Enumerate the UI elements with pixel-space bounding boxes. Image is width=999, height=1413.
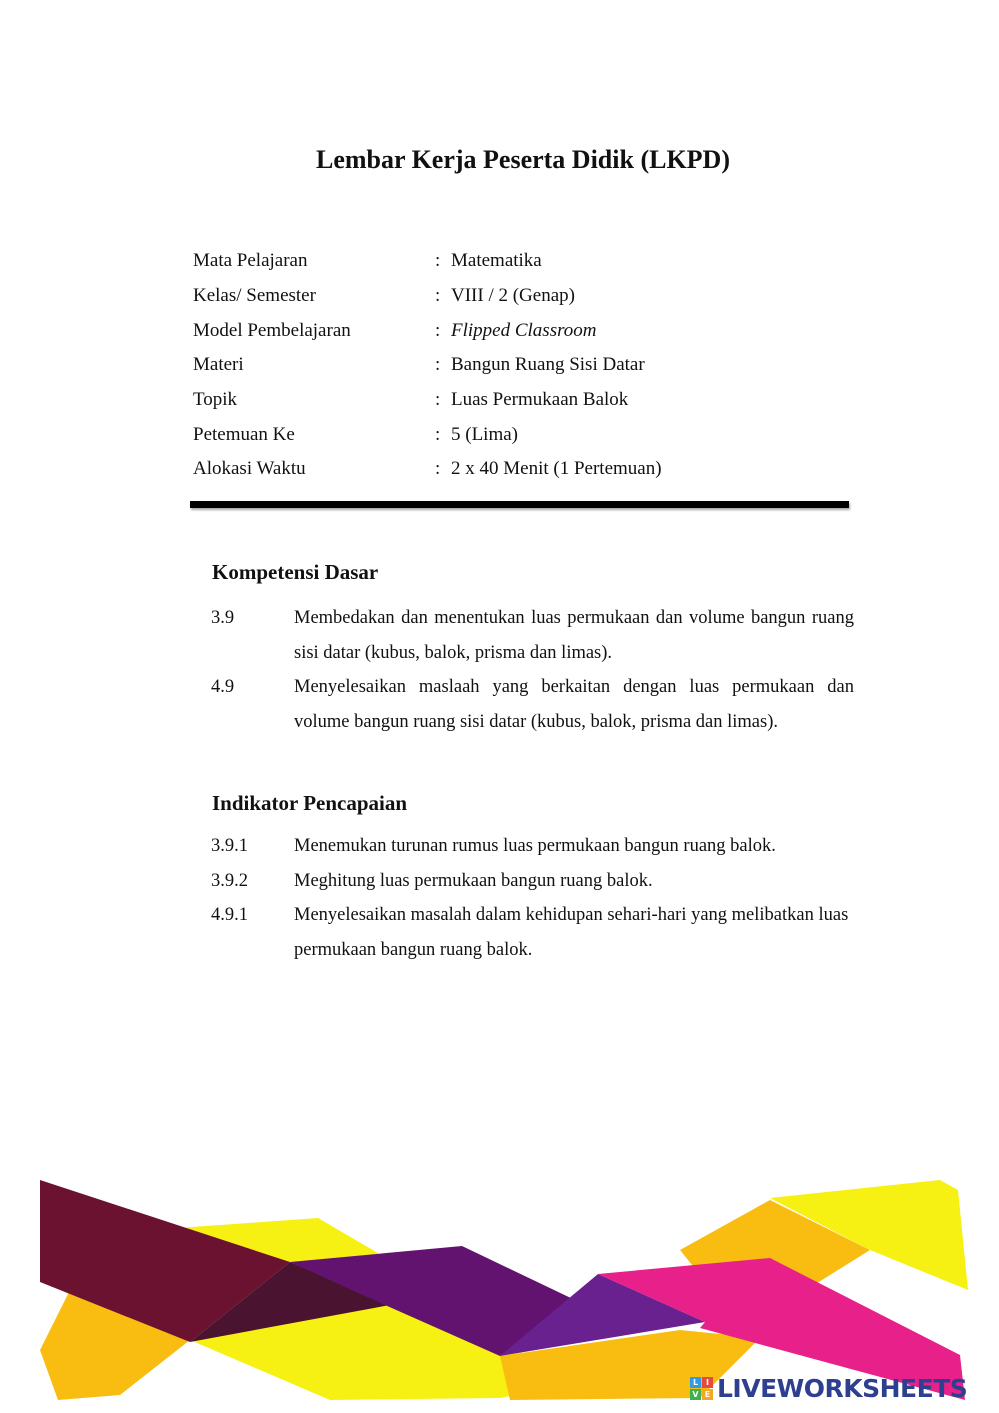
info-label: Mata Pelajaran [193,250,308,272]
item-number: 3.9.1 [211,836,248,856]
item-text: Menyelesaikan maslaah yang berkaitan dengan luas permukaan dan volume bangun ruang sisi datar (kubus, balok, prisma dan limas). [294,677,854,733]
logo-block: E [702,1389,713,1400]
item-number: 4.9.1 [211,905,248,926]
list-item [211,601,854,670]
info-label: Kelas/ Semester [193,285,316,307]
info-value: Luas Permukaan Balok [451,389,629,411]
info-row-mata-pelajaran [193,244,662,279]
item-text: Menyelesaikan masalah dalam kehidupan sehari-hari yang melibatkan luas permukaan bangun ruang balok. [294,905,849,961]
item-number: 3.9.2 [211,870,248,891]
indikator-heading: Indikator Pencapaian [212,791,408,815]
info-table [193,244,662,487]
kompetensi-list [211,601,854,740]
info-label: Materi [193,354,244,376]
info-label: Model Pembelajaran [193,319,351,341]
info-label: Topik [193,389,238,411]
info-value: 5 (Lima) [451,423,519,445]
info-colon: : [435,319,441,341]
info-label: Alokasi Waktu [193,458,306,480]
liveworksheets-logo [690,1373,967,1403]
logo-block: L [690,1377,701,1388]
info-label: Petemuan Ke [193,423,295,445]
info-row-materi [193,348,662,383]
info-colon: : [435,389,441,411]
header-divider [190,501,849,508]
info-row-pertemuan [193,417,662,452]
info-row-alokasi [193,452,662,487]
list-item [211,864,854,899]
page-title: Lembar Kerja Peserta Didik (LKPD) [316,145,730,174]
info-colon: : [435,250,441,272]
logo-blocks-icon [690,1377,713,1400]
info-value: Matematika [451,250,542,272]
logo-block: I [702,1377,713,1388]
info-row-topik [193,383,662,418]
info-value: VIII / 2 (Genap) [451,285,575,307]
list-item [211,898,854,967]
item-text: Membedakan dan menentukan luas permukaan dan volume bangun ruang sisi datar (kubus, balok, prisma dan limas). [294,608,854,663]
logo-text: LIVEWORKSHEETS [717,1373,968,1403]
item-number: 4.9 [211,677,235,698]
list-item [211,829,854,864]
item-text: Meghitung luas permukaan bangun ruang balok. [294,870,653,891]
info-colon: : [435,354,441,376]
item-text: Menemukan turunan rumus luas permukaan bangun ruang balok. [294,836,776,856]
info-value: Bangun Ruang Sisi Datar [451,354,645,376]
logo-block: V [690,1389,701,1400]
info-colon: : [435,285,441,307]
info-row-kelas [193,279,662,314]
info-row-model [193,313,662,348]
indikator-list [211,829,854,968]
info-colon: : [435,423,441,445]
list-item [211,670,854,739]
info-value: 2 x 40 Menit (1 Pertemuan) [451,458,662,480]
kompetensi-heading: Kompetensi Dasar [212,560,379,584]
item-number: 3.9 [211,608,235,628]
info-value: Flipped Classroom [451,319,597,341]
info-colon: : [435,458,441,480]
